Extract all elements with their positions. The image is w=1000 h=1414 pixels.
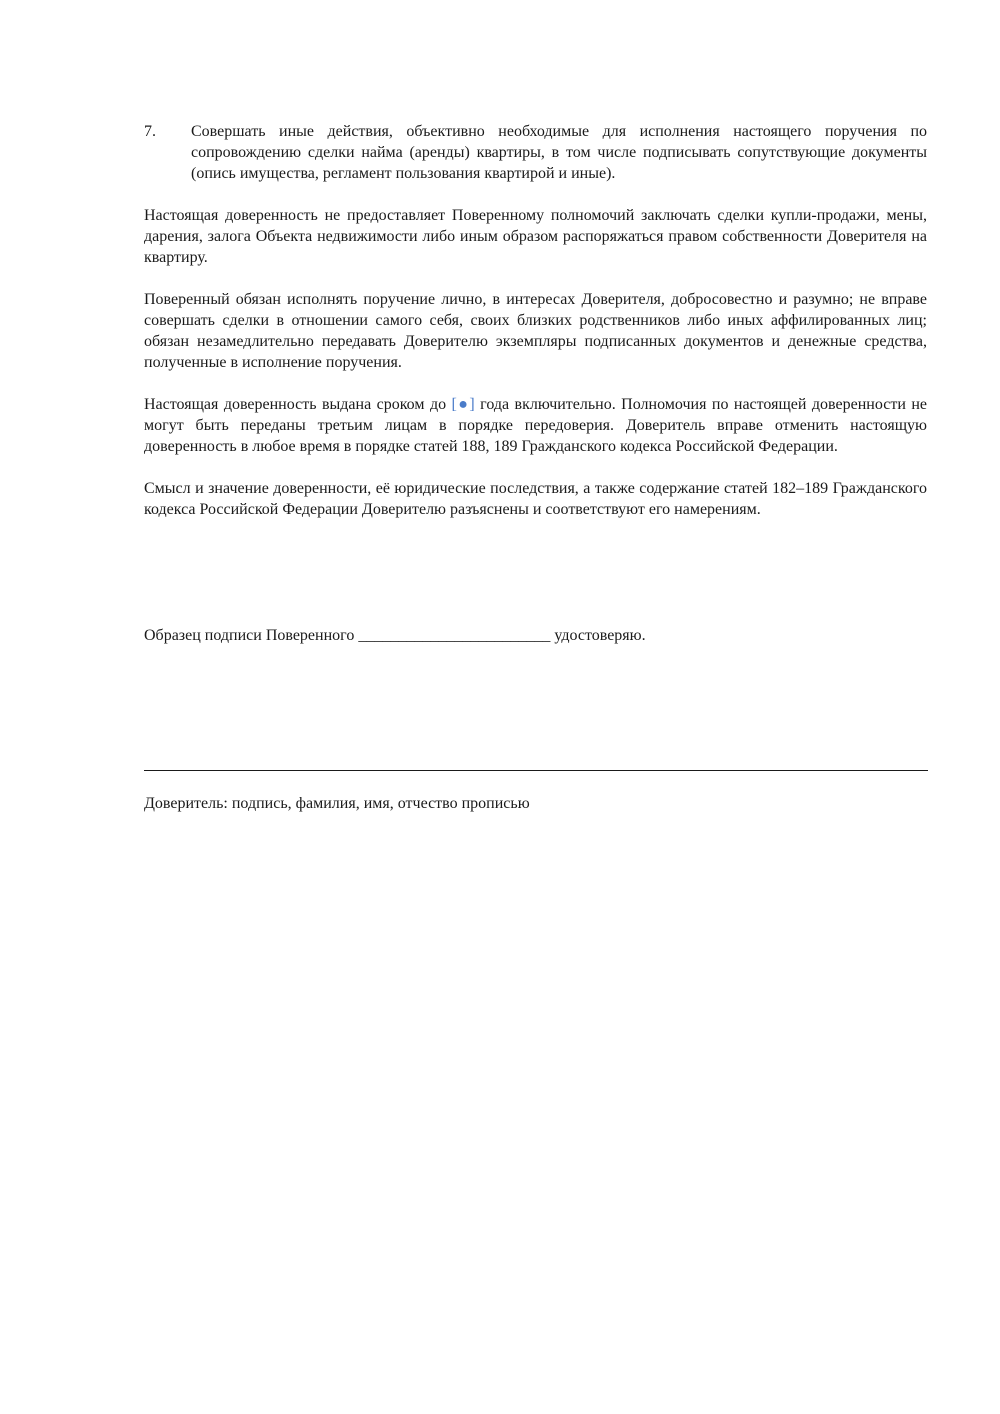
signature-rule bbox=[144, 770, 928, 771]
paragraph-no-disposal-powers: Настоящая доверенность не предоставляет Поверенному полномочий заключать сделки купли-продажи, мены, дарения, залога Объекта недвижимости либо иным образом распоряжаться правом собственности Доверителя на квартиру. bbox=[144, 207, 927, 266]
date-placeholder: [●] bbox=[451, 396, 475, 413]
signature-sample-line: Образец подписи Поверенного ________________________ удостоверяю. bbox=[144, 627, 646, 644]
list-item-7 bbox=[144, 121, 927, 184]
paragraph-explanation: Смысл и значение доверенности, её юридические последствия, а также содержание статей 182–189 Гражданского кодекса Российской Федерации Доверителю разъяснены и соответствуют его намерениям. bbox=[144, 480, 927, 518]
validity-text-before: Настоящая доверенность выдана сроком до bbox=[144, 396, 452, 413]
paragraph-attorney-obligations: Поверенный обязан исполнять поручение лично, в интересах Доверителя, добросовестно и разумно; не вправе совершать сделки в отношении самого себя, своих близких родственников либо иных аффилированных лиц; обязан незамедлительно передавать Доверителю экземпляры подписанных документов и денежные средства, полученные в исполнение поручения. bbox=[144, 291, 927, 371]
document-body bbox=[144, 121, 927, 520]
list-item-number: 7. bbox=[144, 123, 156, 140]
list-item-text: Совершать иные действия, объективно необходимые для исполнения настоящего поручения по сопровождению сделки найма (аренды) квартиры, в том числе подписывать сопутствующие документы (опись имущества, регламент пользования квартирой и иные). bbox=[191, 123, 927, 182]
principal-signature-caption: Доверитель: подпись, фамилия, имя, отчество прописью bbox=[144, 795, 530, 812]
paragraph-validity-term bbox=[144, 394, 927, 457]
validity-text-after: года включительно. Полномочия по настоящей доверенности не могут быть переданы третьим лицам в порядке передоверия. Доверитель вправе отменить настоящую доверенность в любое время в порядке статей 188, 189 Гражданского кодекса Российской Федерации. bbox=[144, 396, 927, 455]
